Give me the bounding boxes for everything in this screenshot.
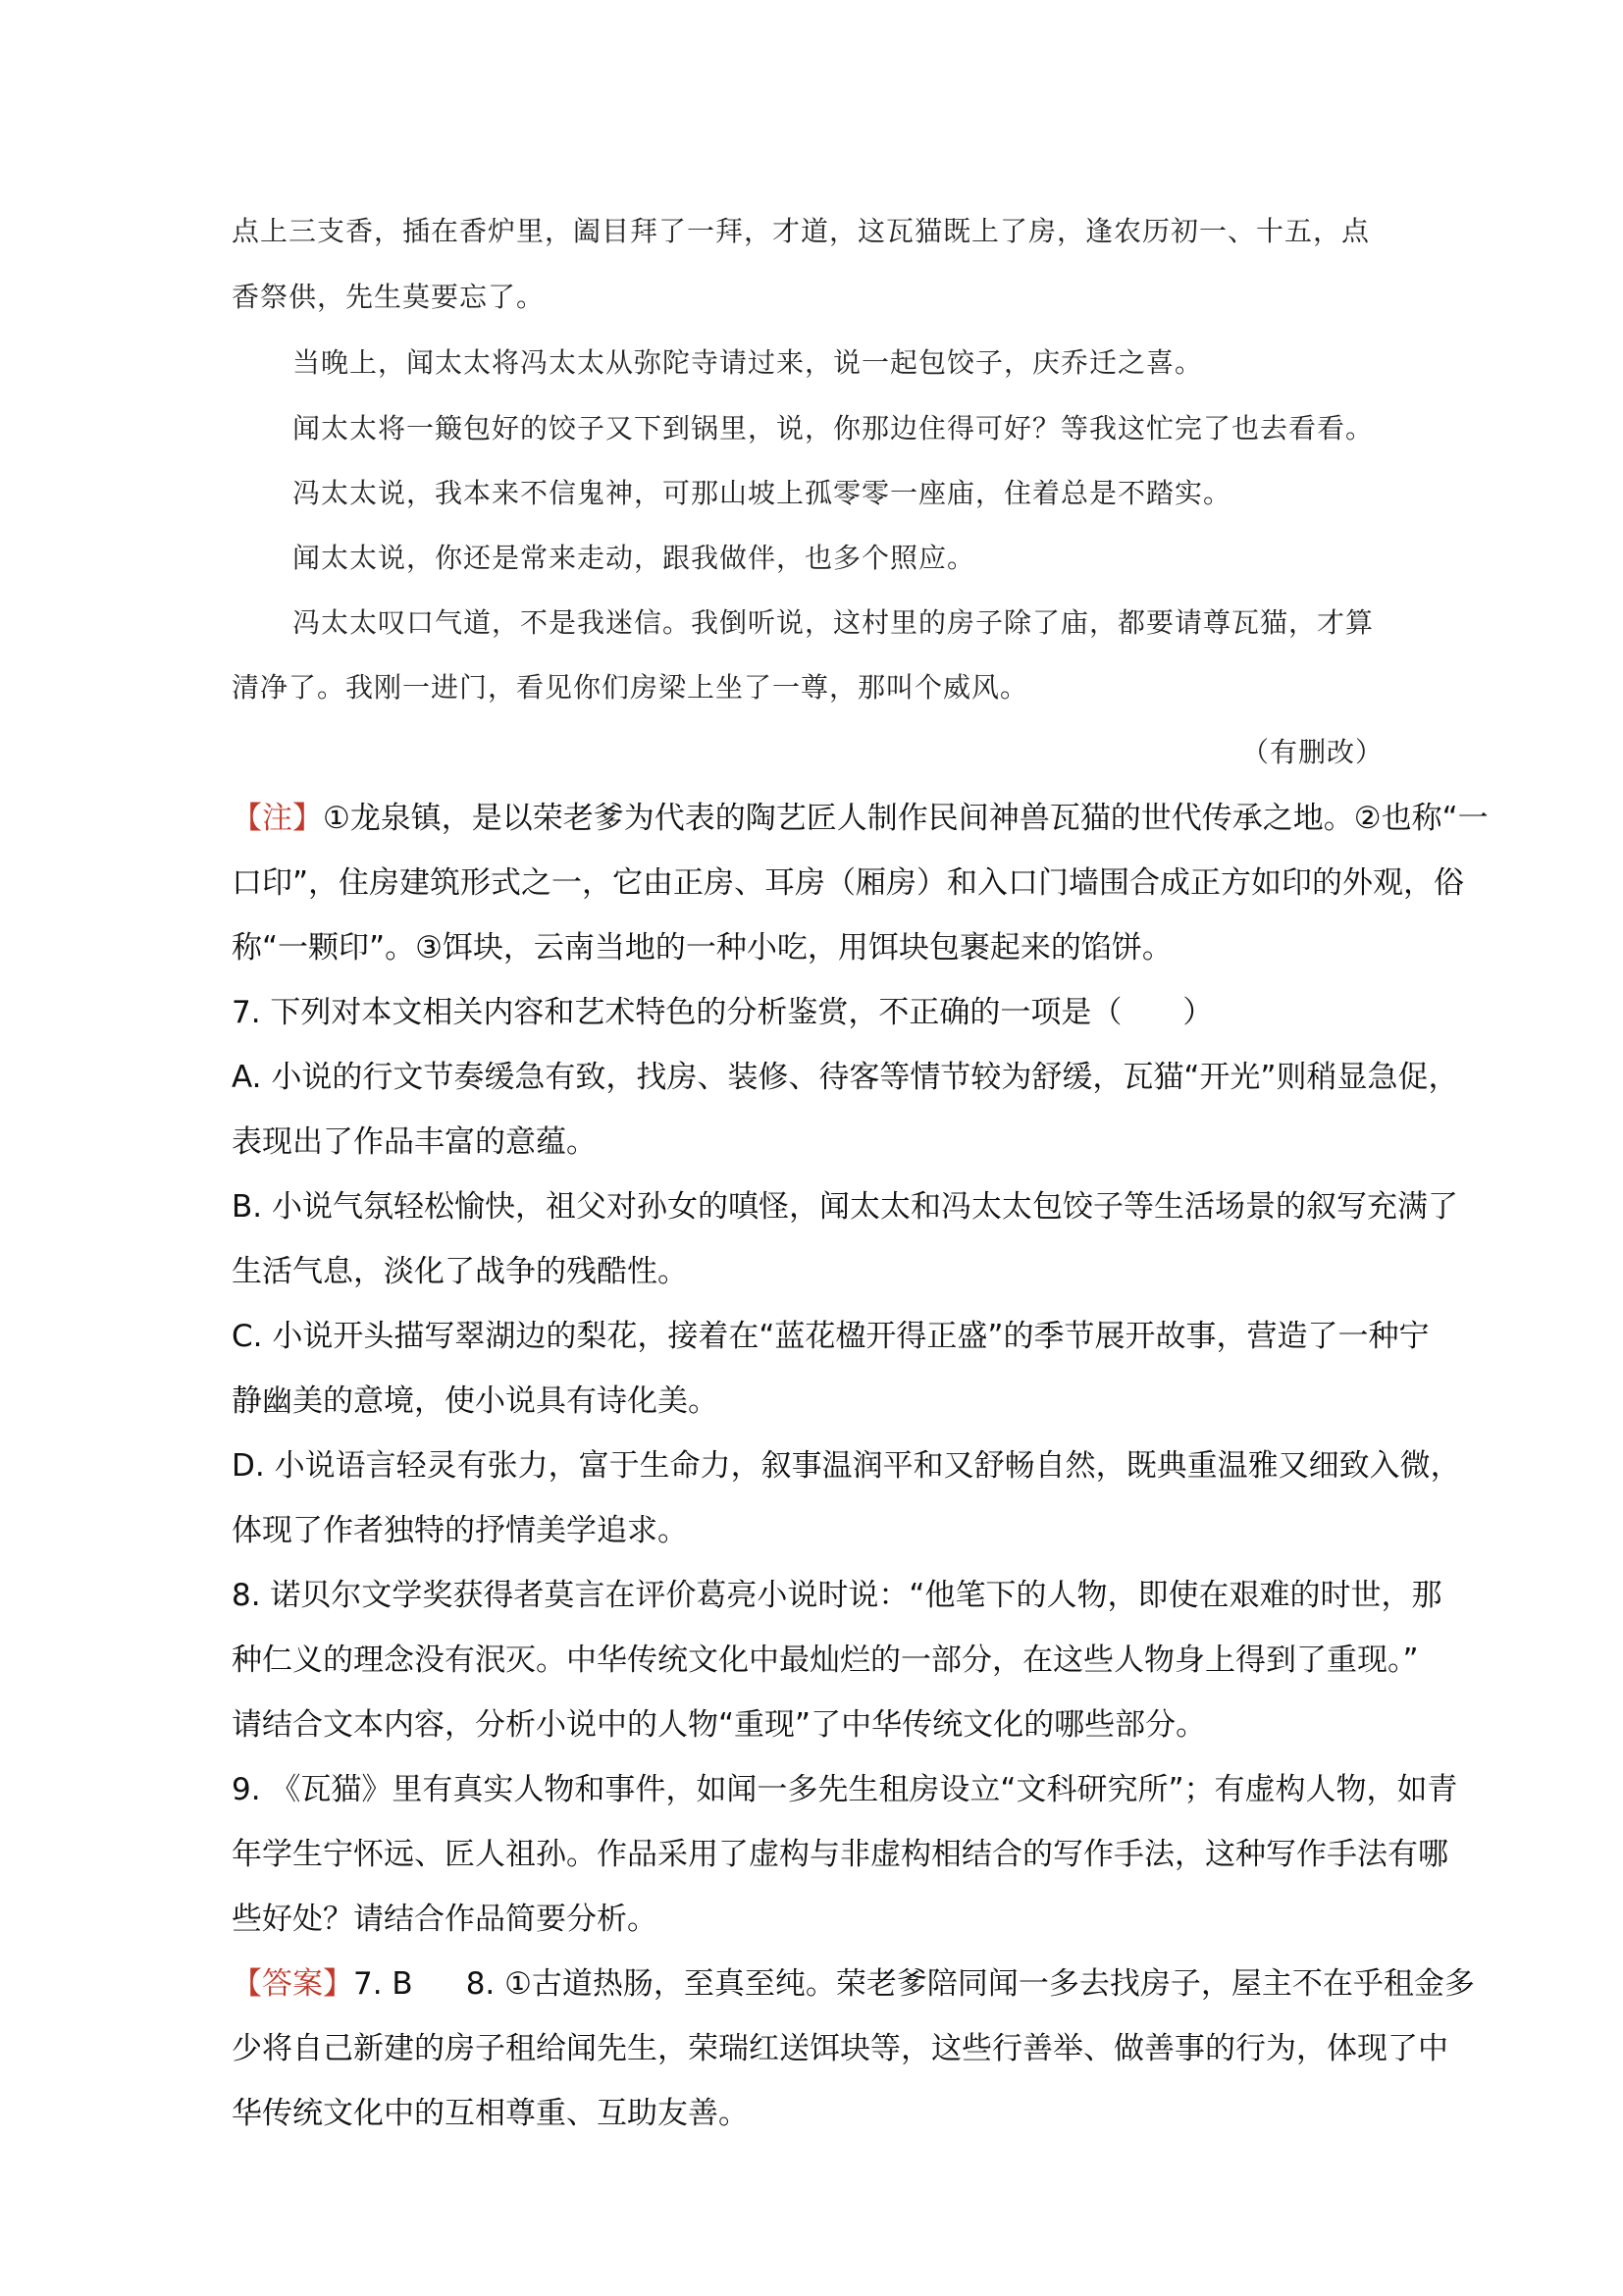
question-8: 种仁义的理念没有泯灭。中华传统文化中最灿烂的一部分，在这些人物身上得到了重现。”: [232, 1643, 1419, 1678]
note-text: ①龙泉镇，是以荣老爹为代表的陶艺匠人制作民间神兽瓦猫的世代传承之地。②也称“一: [323, 801, 1489, 836]
source-note: （有删改）: [1240, 736, 1384, 768]
note-tag: 【注】: [232, 801, 323, 836]
answer-line: 华传统文化中的互相尊重、互助友善。: [232, 2096, 749, 2131]
question-9: 年学生宁怀远、匠人祖孙。作品采用了虚构与非虚构相结合的写作手法，这种写作手法有哪: [232, 1837, 1448, 1872]
question-8: 8. 诺贝尔文学奖获得者莫言在评价葛亮小说时说：“他笔下的人物，即使在艰难的时世，那: [232, 1578, 1442, 1613]
story-line: 香祭供，先生莫要忘了。: [232, 281, 546, 313]
option-b: 生活气息，淡化了战争的残酷性。: [232, 1254, 688, 1289]
question-9: 9. 《瓦猫》里有真实人物和事件，如闻一多先生租房设立“文科研究所”；有虚构人物，如青: [232, 1772, 1458, 1807]
answer-q8: 8. ①古道热肠，至真至纯。荣老爹陪同闻一多去找房子，屋主不在乎租金多: [465, 1966, 1475, 2002]
answer-tag: 【答案】: [232, 1966, 353, 2002]
note-line: 称“一颗印”。③饵块，云南当地的一种小吃，用饵块包裹起来的馅饼。: [232, 930, 1173, 965]
story-line: 闻太太将一簸包好的饺子又下到锅里，说，你那边住得可好？等我这忙完了也去看看。: [292, 412, 1375, 444]
story-line: 点上三支香，插在香炉里，阖目拜了一拜，才道，这瓦猫既上了房，逢农历初一、十五，点: [232, 215, 1371, 247]
answer-line: 少将自己新建的房子租给闻先生，荣瑞红送饵块等，这些行善举、做善事的行为，体现了中: [232, 2031, 1448, 2066]
option-a: 表现出了作品丰富的意蕴。: [232, 1124, 597, 1160]
answer-line: [232, 1958, 1475, 2003]
question-7-stem: 7. 下列对本文相关内容和艺术特色的分析鉴赏，不正确的一项是（ ）: [232, 995, 1214, 1030]
option-a: A. 小说的行文节奏缓急有致，找房、装修、待客等情节较为舒缓，瓦猫“开光”则稍显急促，: [232, 1060, 1459, 1095]
note-line: [232, 793, 1489, 837]
question-8: 请结合文本内容，分析小说中的人物“重现”了中华传统文化的哪些部分。: [232, 1707, 1207, 1743]
option-d: 体现了作者独特的抒情美学追求。: [232, 1513, 688, 1548]
option-d: D. 小说语言轻灵有张力，富于生命力，叙事温润平和又舒畅自然，既典重温雅又细致入微，: [232, 1448, 1461, 1484]
note-line: 口印”，住房建筑形式之一，它由正房、耳房（厢房）和入口门墙围合成正方如印的外观，俗: [232, 865, 1465, 901]
option-b: B. 小说气氛轻松愉快，祖父对孙女的嗔怪，闻太太和冯太太包饺子等生活场景的叙写充满了: [232, 1189, 1458, 1225]
option-c: C. 小说开头描写翠湖边的梨花，接着在“蓝花楹开得正盛”的季节展开故事，营造了一种宁: [232, 1319, 1430, 1354]
story-line: 当晚上，闻太太将冯太太从弥陀寺请过来，说一起包饺子，庆乔迁之喜。: [292, 346, 1204, 379]
question-9: 些好处？请结合作品简要分析。: [232, 1902, 657, 1937]
story-line: 冯太太叹口气道，不是我迷信。我倒听说，这村里的房子除了庙，都要请尊瓦猫，才算: [292, 606, 1375, 639]
story-line: 清净了。我刚一进门，看见你们房梁上坐了一尊，那叫个威风。: [232, 671, 1029, 704]
option-c: 静幽美的意境，使小说具有诗化美。: [232, 1383, 718, 1419]
answer-q7: 7. B: [353, 1966, 413, 2002]
story-line: 冯太太说，我本来不信鬼神，可那山坡上孤零零一座庙，住着总是不踏实。: [292, 477, 1232, 509]
story-line: 闻太太说，你还是常来走动，跟我做伴，也多个照应。: [292, 542, 976, 574]
